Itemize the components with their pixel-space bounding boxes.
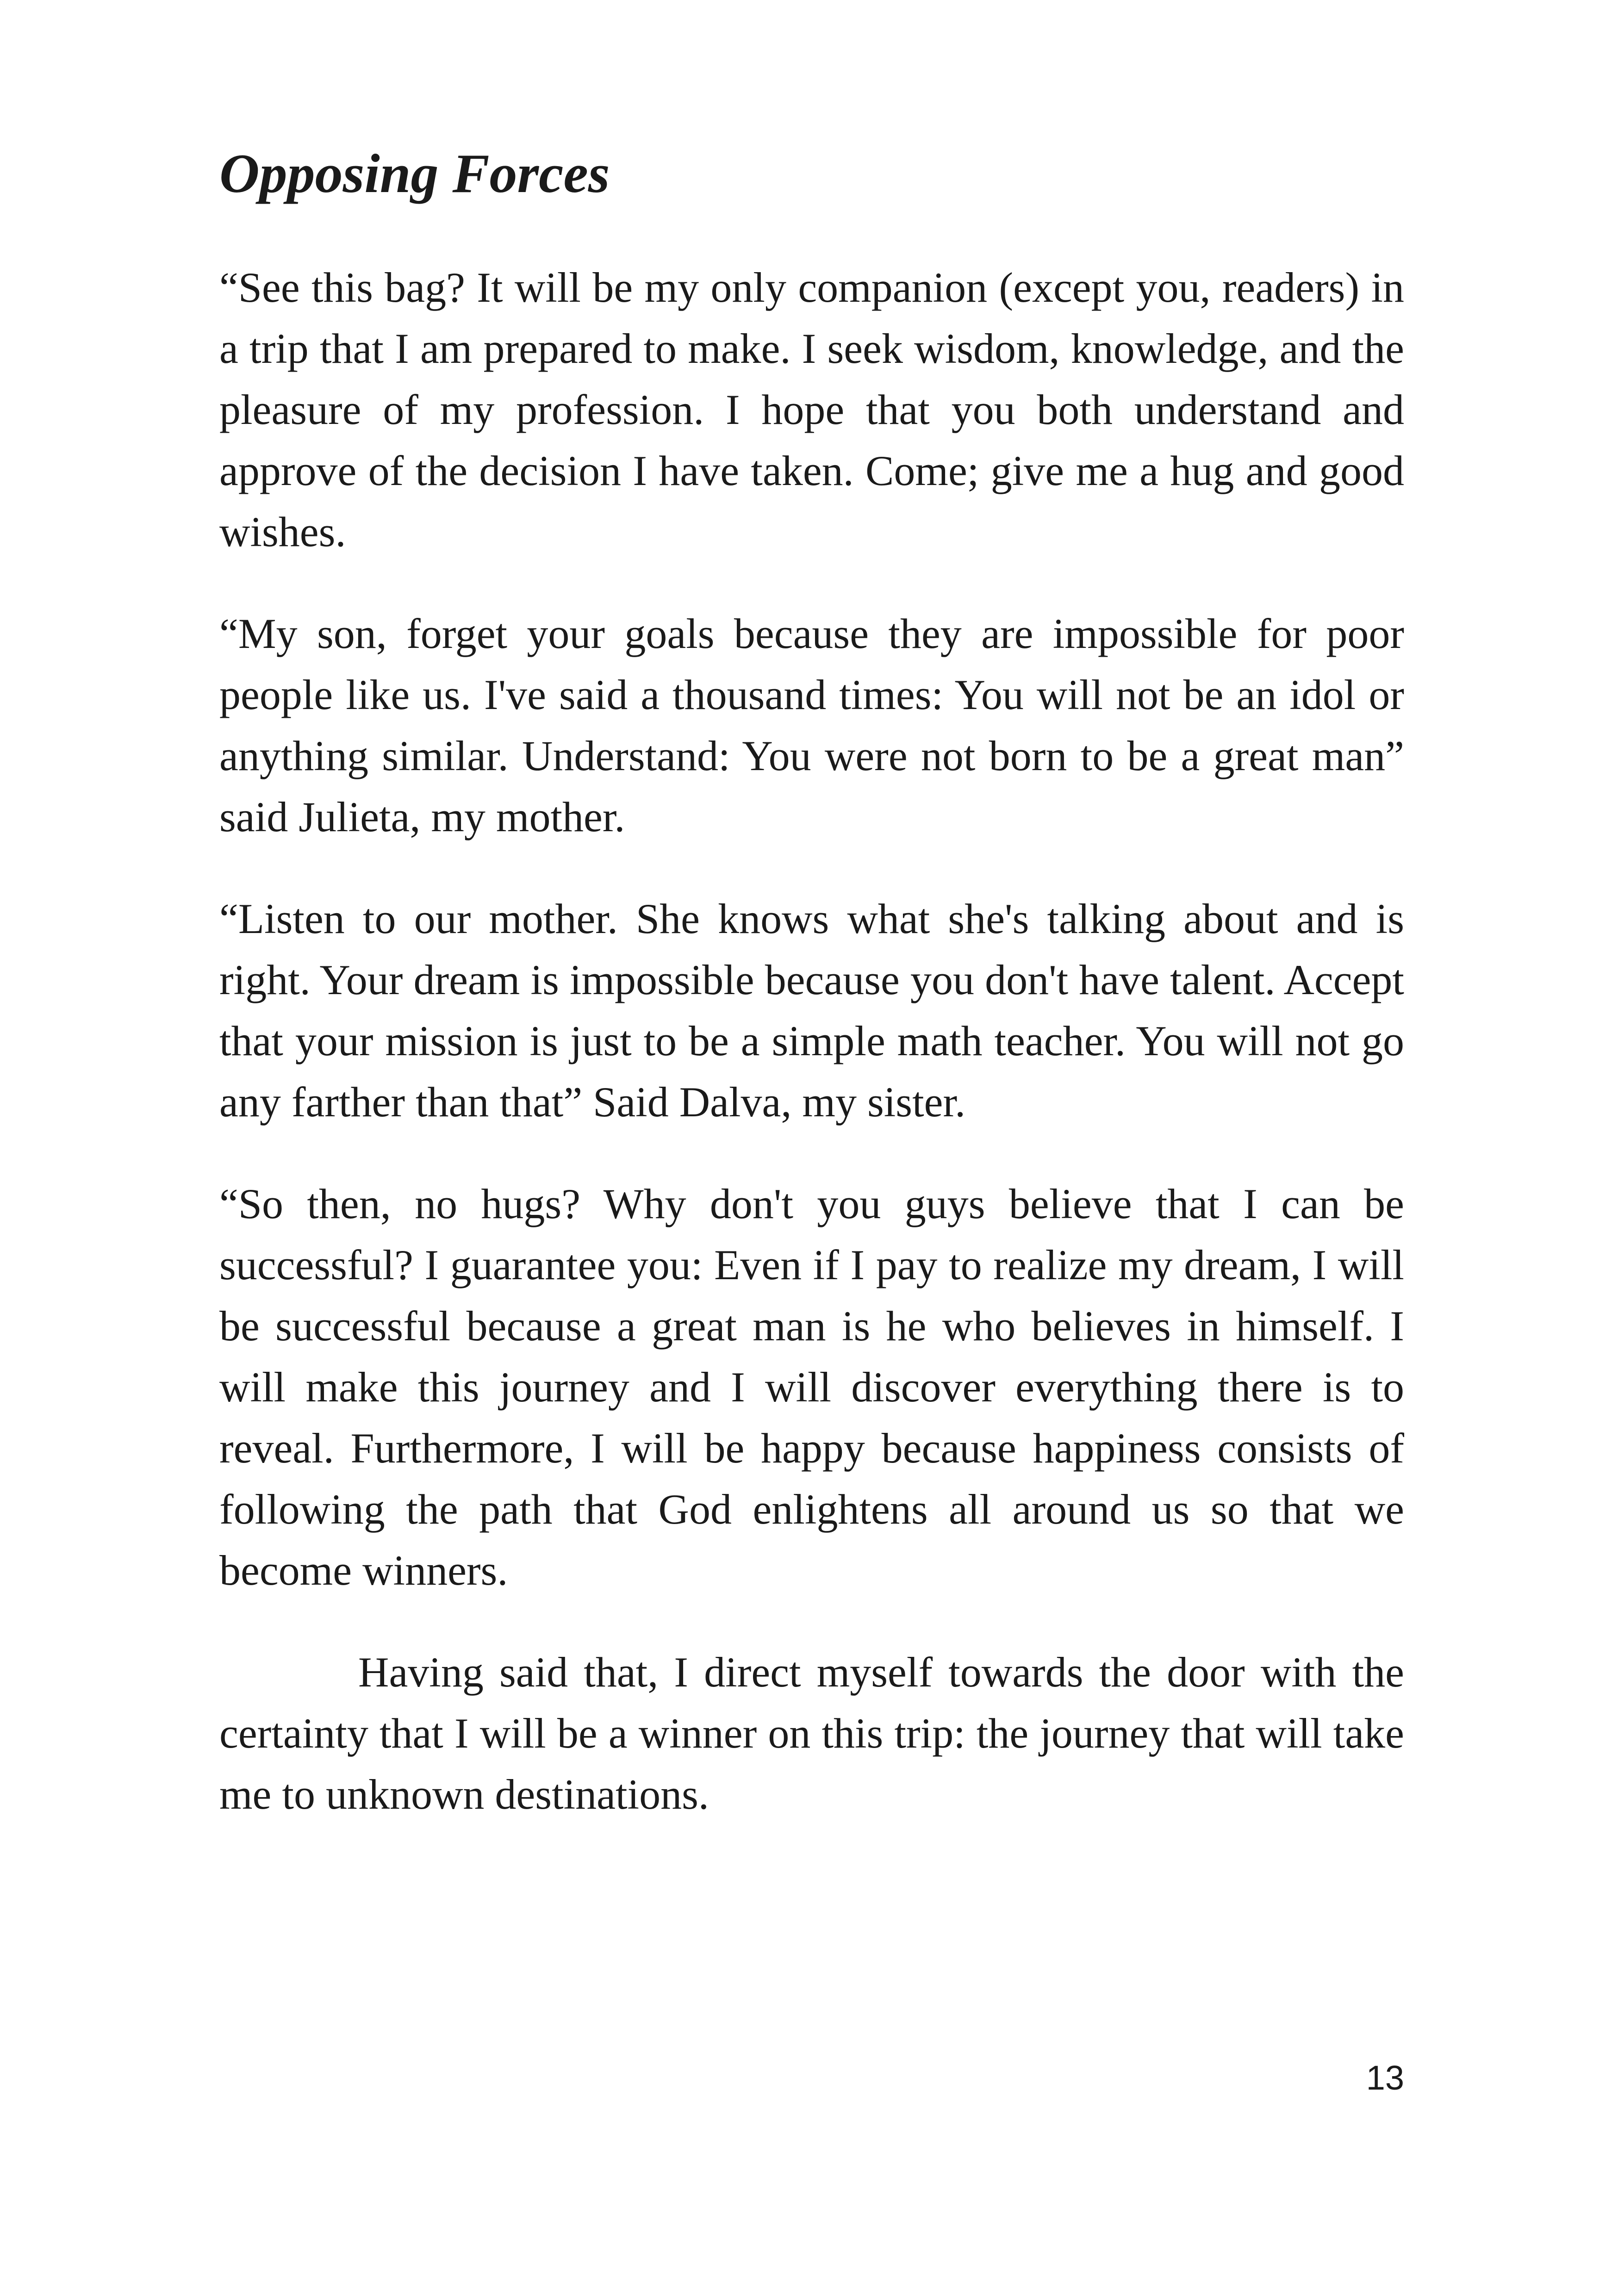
paragraph-2: “My son, forget your goals because they are impossible for poor people like us. I've said a thousand times: You will not be an idol or anything similar. Understand: You were not born to be a great man” said Julieta, my mother. bbox=[219, 610, 1404, 840]
paragraph-5: Having said that, I direct myself towards the door with the certainty that I will be a winner on this trip: the journey that will take me to unknown destinations. bbox=[219, 1649, 1404, 1818]
book-page bbox=[219, 0, 1404, 2296]
paragraph-1: “See this bag? It will be my only companion (except you, readers) in a trip that I am prepared to make. I seek wisdom, knowledge, and the pleasure of my profession. I hope that you both understand and approve of the decision I have taken. Come; give me a hug and good wishes. bbox=[219, 264, 1404, 555]
chapter-title: Opposing Forces bbox=[219, 143, 610, 204]
chapter-body bbox=[219, 257, 1404, 1866]
page-number: 13 bbox=[1366, 2059, 1404, 2097]
paragraph-3: “Listen to our mother. She knows what she's talking about and is right. Your dream is impossible because you don't have talent. Accept that your mission is just to be a simple math teacher. You will not go any farther than that” Said Dalva, my sister. bbox=[219, 895, 1404, 1126]
paragraph-4: “So then, no hugs? Why don't you guys believe that I can be successful? I guarantee you: Even if I pay to realize my dream, I will be successful because a great man is he who believes in himself. I will make this journey and I will discover everything there is to reveal. Furthermore, I will be happy because happiness consists of following the path that God enlightens all around us so that we become winners. bbox=[219, 1180, 1404, 1594]
